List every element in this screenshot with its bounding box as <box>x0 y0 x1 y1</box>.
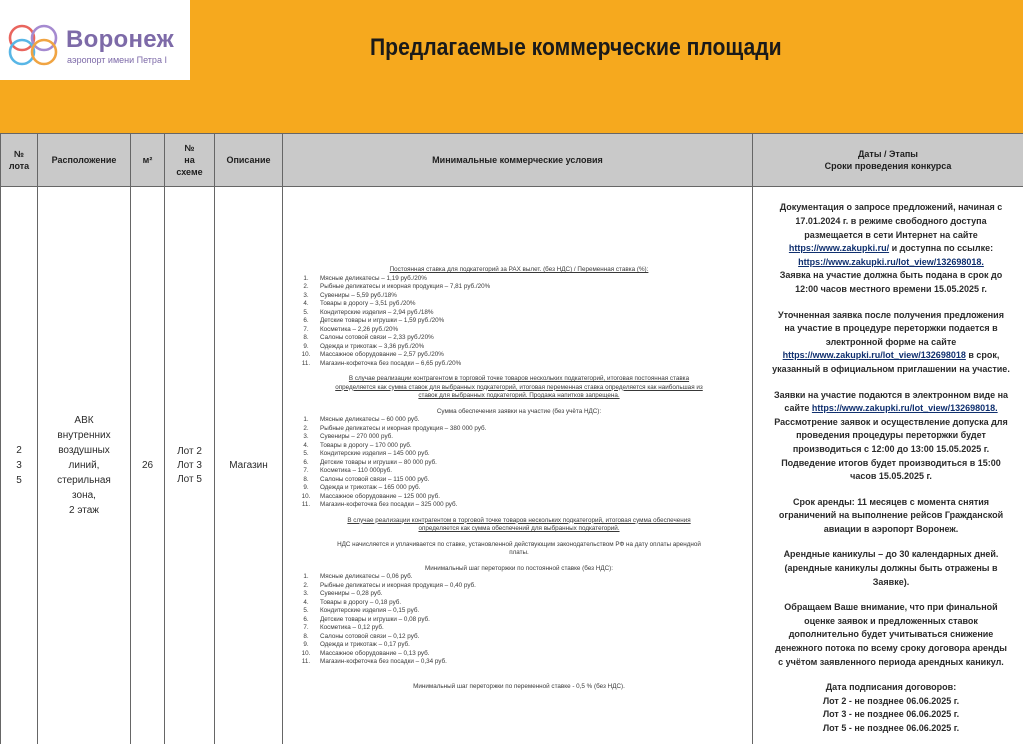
conditions-cell <box>283 187 753 744</box>
list-item: 6. Детские товары и игрушки – 0,08 руб. <box>303 615 430 623</box>
column-header-conditions: Минимальные коммерческие условия <box>283 134 753 187</box>
list-item: 6. Детские товары и игрушки – 1,59 руб./20% <box>303 317 445 324</box>
list-item: 1. Мясные деликатесы – 60 000 руб. <box>303 416 420 423</box>
list-item: 2. Рыбные деликатесы и икорная продукция – 7,81 руб./20% <box>303 283 491 290</box>
list-item: 10. Массажное оборудование – 2,57 руб./20% <box>301 351 444 358</box>
description-cell: Магазин <box>215 187 283 744</box>
area-cell: 26 <box>131 187 165 744</box>
header-banner <box>0 0 1023 133</box>
list-item: 3. Сувениры – 5,59 руб./18% <box>303 291 397 299</box>
signing-block: Дата подписания договоров: Лот 2 - не позднее 06.06.2025 г. Лот 3 - не позднее 06.06.2025 г. Лот 5 - не позднее 06.06.2025 г. <box>822 682 960 733</box>
dates-cell <box>753 187 1023 744</box>
list-item: 1. Мясные деликатесы – 1,19 руб./20% <box>303 274 427 282</box>
list-item: 10. Массажное оборудование – 0,13 руб. <box>301 649 430 657</box>
step-heading: Минимальный шаг переторжки по постоянной ставке (без НДС): <box>424 564 614 572</box>
page-title: Предлагаемые коммерческие площади <box>370 34 782 61</box>
security-note: В случае реализации контрагентом в торговой точке товаров нескольких подкатегорий, итоговая сумма обеспечения определяется как сумма обеспечений для выбранных подкатегорий. <box>347 516 691 532</box>
logo-subtitle: аэропорт имени Петра I <box>67 55 167 65</box>
electronic-block: Заявки на участие подаются в электронном виде на сайте https://www.zakupki.ru/lot_view/132698018. Рассмотрение заявок и осуществление допуска для проведения процедуры переторжки будет производиться с 12:00 до 13:00 15.05.2025 г. Подведение итогов будет производиться в 15:00 часов 15.05.2025 г. <box>773 389 1009 482</box>
column-header-dates: Даты / Этапы Сроки проведения конкурса <box>753 134 1023 187</box>
list-item: 11. Магазин-кофеточка без посадки – 0,34 руб. <box>301 658 447 665</box>
list-item: 9. Одежда и трикотаж – 3,36 руб./20% <box>303 342 425 350</box>
term-block: Срок аренды: 11 месяцев с момента снятия ограничений на выполнение рейсов Гражданской авиации в аэропорт Воронеж. <box>778 496 1004 534</box>
list-item: 7. Косметика – 2,26 руб./20% <box>303 325 399 333</box>
table-header-row <box>1 134 1023 187</box>
lot-view-link-refined[interactable]: https://www.zakupki.ru/lot_view/132698018 <box>782 350 966 361</box>
list-item: 11. Магазин-кофеточка без посадки – 6,65 руб./20% <box>301 359 462 367</box>
list-item: 6. Детские товары и игрушки – 80 000 руб. <box>303 458 437 466</box>
rates-list <box>292 275 746 369</box>
steps-list <box>292 573 746 667</box>
security-list <box>292 416 746 510</box>
variable-step-note: Минимальный шаг переторжки по переменной ставке - 0,5 % (без НДС). <box>413 682 625 690</box>
list-item: 4. Товары в дорогу – 0,18 руб. <box>303 598 402 606</box>
location-cell: АВК внутренних воздушных линий, стерильная зона, 2 этаж <box>38 187 131 744</box>
list-item: 9. Одежда и трикотаж – 165 000 руб. <box>303 484 421 491</box>
list-item: 2. Рыбные деликатесы и икорная продукция – 0,40 руб. <box>303 581 476 589</box>
attention-block: Обращаем Ваше внимание, что при финальной оценке заявок и предложенных ставок дополнительно будет учитываться снижение денежного потока по всему сроку договора аренды с учётом заявленного периода арендных каникул. <box>775 602 1007 667</box>
list-item: 3. Сувениры – 0,28 руб. <box>303 590 383 597</box>
voronezh-logo-icon <box>6 22 60 68</box>
lot-view-link[interactable]: https://www.zakupki.ru/lot_view/132698018. <box>798 256 984 267</box>
list-item: 11. Магазин-кофеточка без посадки – 325 000 руб. <box>301 501 458 508</box>
vat-note: НДС начисляется и уплачивается по ставке, установленной действующим законодательством РФ на дату оплаты арендной платы. <box>337 540 701 556</box>
rate-note: В случае реализации контрагентом в торговой точке товаров нескольких подкатегорий, итоговая постоянная ставка определяется как сумма ставок для выбранных подкатегорий, итоговая переменная ставка определяется как наибольшая из ставок для выбранных подкатегорий. Продажа напитков запрещена. <box>335 375 703 399</box>
airport-logo <box>0 0 190 80</box>
holidays-block: Арендные каникулы – до 30 календарных дней. (арендные каникулы должны быть отражены в Заявке). <box>783 549 999 587</box>
list-item: 3. Сувениры – 270 000 руб. <box>303 433 394 440</box>
list-item: 8. Салоны сотовой связи – 2,33 руб./20% <box>303 334 434 341</box>
list-item: 7. Косметика – 110 000руб. <box>303 467 393 474</box>
list-item: 5. Кондитерские изделия – 0,15 руб. <box>303 607 420 614</box>
dates-text <box>763 201 1019 735</box>
logo-name: Воронеж <box>66 26 174 53</box>
list-item: 4. Товары в дорогу – 170 000 руб. <box>303 441 412 449</box>
list-item: 1. Мясные деликатесы – 0,06 руб. <box>303 573 413 580</box>
column-header-location: Расположение <box>38 134 131 187</box>
list-item: 7. Косметика – 0,12 руб. <box>303 624 384 631</box>
column-header-description: Описание <box>215 134 283 187</box>
column-header-lot: № лота <box>1 134 38 187</box>
zakupki-site-link[interactable]: https://www.zakupki.ru/ <box>788 243 890 254</box>
list-item: 9. Одежда и трикотаж – 0,17 руб. <box>303 641 410 648</box>
scheme-cell: Лот 2 Лот 3 Лот 5 <box>165 187 215 744</box>
list-item: 8. Салоны сотовой связи – 0,12 руб. <box>303 632 420 640</box>
list-item: 8. Салоны сотовой связи – 115 000 руб. <box>303 475 430 483</box>
column-header-area: м² <box>131 134 165 187</box>
list-item: 5. Кондитерские изделия – 145 000 руб. <box>303 450 430 457</box>
list-item: 10. Массажное оборудование – 125 000 руб. <box>301 492 441 500</box>
table-row <box>1 187 1023 744</box>
list-item: 2. Рыбные деликатесы и икорная продукция – 380 000 руб. <box>303 424 487 432</box>
column-header-scheme: № на схеме <box>165 134 215 187</box>
list-item: 5. Кондитерские изделия – 2,94 руб./18% <box>303 308 434 316</box>
refined-block: Уточненная заявка после получения предложения на участие в процедуре переторжки подается в электронной форме на сайте https://www.zakupki.ru/lot_view/132698018 в срок, указанный в официальном приглашении на участие. <box>772 309 1010 374</box>
lot-numbers-cell: 2 3 5 <box>1 187 38 744</box>
lot-view-link-electronic[interactable]: https://www.zakupki.ru/lot_view/132698018. <box>811 403 998 414</box>
list-item: 4. Товары в дорогу – 3,51 руб./20% <box>303 300 416 307</box>
docs-block: Документация о запросе предложений, начиная с 17.01.2024 г. в режиме свободного доступа размещается в сети Интернет на сайте https://www.zakupki.ru/ и доступна по ссылке: https://www.zakupki.ru/lot_view/132698018. Заявка на участие должна быть подана в срок до 12:00 часов местного времени 15.05.2025 г. <box>779 202 1003 294</box>
security-heading: Сумма обеспечения заявки на участие (без учёта НДС): <box>436 407 602 415</box>
rate-heading: Постоянная ставка для подкатегорий за PAX вылет. (без НДС) / Переменная ставка (%): <box>389 266 649 273</box>
commercial-lots-table <box>0 133 1023 744</box>
conditions-text <box>292 266 746 691</box>
